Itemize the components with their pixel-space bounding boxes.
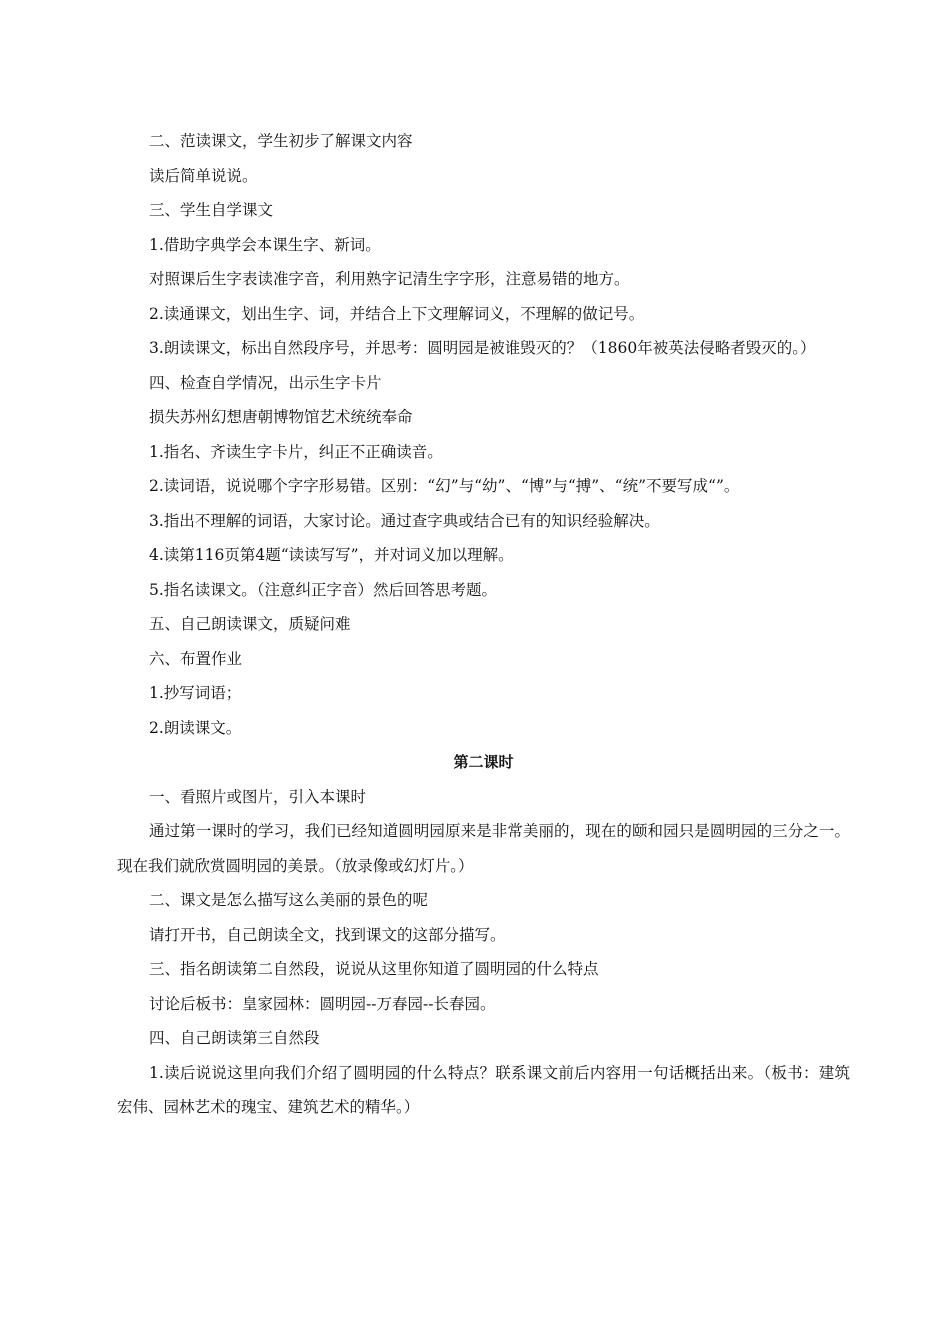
paragraph: 5.指名读课文。（注意纠正字音）然后回答思考题。 [149, 580, 498, 599]
paragraph: 二、课文是怎么描写这么美丽的景色的呢 [149, 891, 429, 909]
section-heading: 第二课时 [453, 753, 514, 771]
paragraph: 读后简单说说。 [149, 166, 258, 185]
paragraph: 六、布置作业 [149, 649, 243, 668]
paragraph: 四、检查自学情况，出示生字卡片 [149, 373, 382, 392]
paragraph: 1.抄写词语； [149, 684, 242, 702]
paragraph: 2.读通课文，划出生字、词，并结合上下文理解词义，不理解的做记号。 [149, 304, 645, 323]
paragraph: 3.朗读课文，标出自然段序号，并思考：圆明园是被谁毁灭的？（1860年被英法侵略者毁灭的。） [149, 339, 816, 357]
paragraph: 4.读第116页第4题“读读写写”，并对词义加以理解。 [149, 546, 514, 564]
paragraph: 三、学生自学课文 [149, 201, 274, 219]
paragraph: 损失苏州幻想唐朝博物馆艺术统统奉命 [149, 408, 413, 426]
paragraph: 对照课后生字表读准字音，利用熟字记清生字字形，注意易错的地方。 [149, 270, 630, 288]
paragraph: 三、指名朗读第二自然段，说说从这里你知道了圆明园的什么特点 [149, 960, 599, 978]
paragraph: 四、自己朗读第三自然段 [149, 1029, 320, 1047]
paragraph: 讨论后板书：皇家园林：圆明园--万春园--长春园。 [149, 994, 496, 1013]
paragraph: 请打开书，自己朗读全文，找到课文的这部分描写。 [149, 925, 506, 944]
paragraph: 二、范读课文，学生初步了解课文内容 [149, 132, 413, 150]
paragraph: 1.借助字典学会本课生字、新词。 [149, 235, 381, 254]
document-body [117, 124, 850, 1125]
paragraph: 2.朗读课文。 [149, 718, 242, 737]
paragraph: 3.指出不理解的词语，大家讨论。通过查字典或结合已有的知识经验解决。 [149, 511, 660, 530]
paragraph: 1.读后说说这里向我们介绍了圆明园的什么特点？联系课文前后内容用一句话概括出来。（板书：建筑宏伟、园林艺术的瑰宝、建筑艺术的精华。） [117, 1063, 850, 1116]
paragraph: 一、看照片或图片，引入本课时 [149, 787, 367, 806]
paragraph: 2.读词语，说说哪个字字形易错。区别：“幻”与“幼”、“博”与“搏”、“统”不要写成“”。 [149, 477, 740, 495]
paragraph: 通过第一课时的学习，我们已经知道圆明园原来是非常美丽的，现在的颐和园只是圆明园的三分之一。现在我们就欣赏圆明园的美景。（放录像或幻灯片。） [117, 822, 850, 875]
paragraph: 1.指名、齐读生字卡片，纠正不正确读音。 [149, 442, 443, 461]
paragraph: 五、自己朗读课文，质疑问难 [149, 615, 351, 633]
